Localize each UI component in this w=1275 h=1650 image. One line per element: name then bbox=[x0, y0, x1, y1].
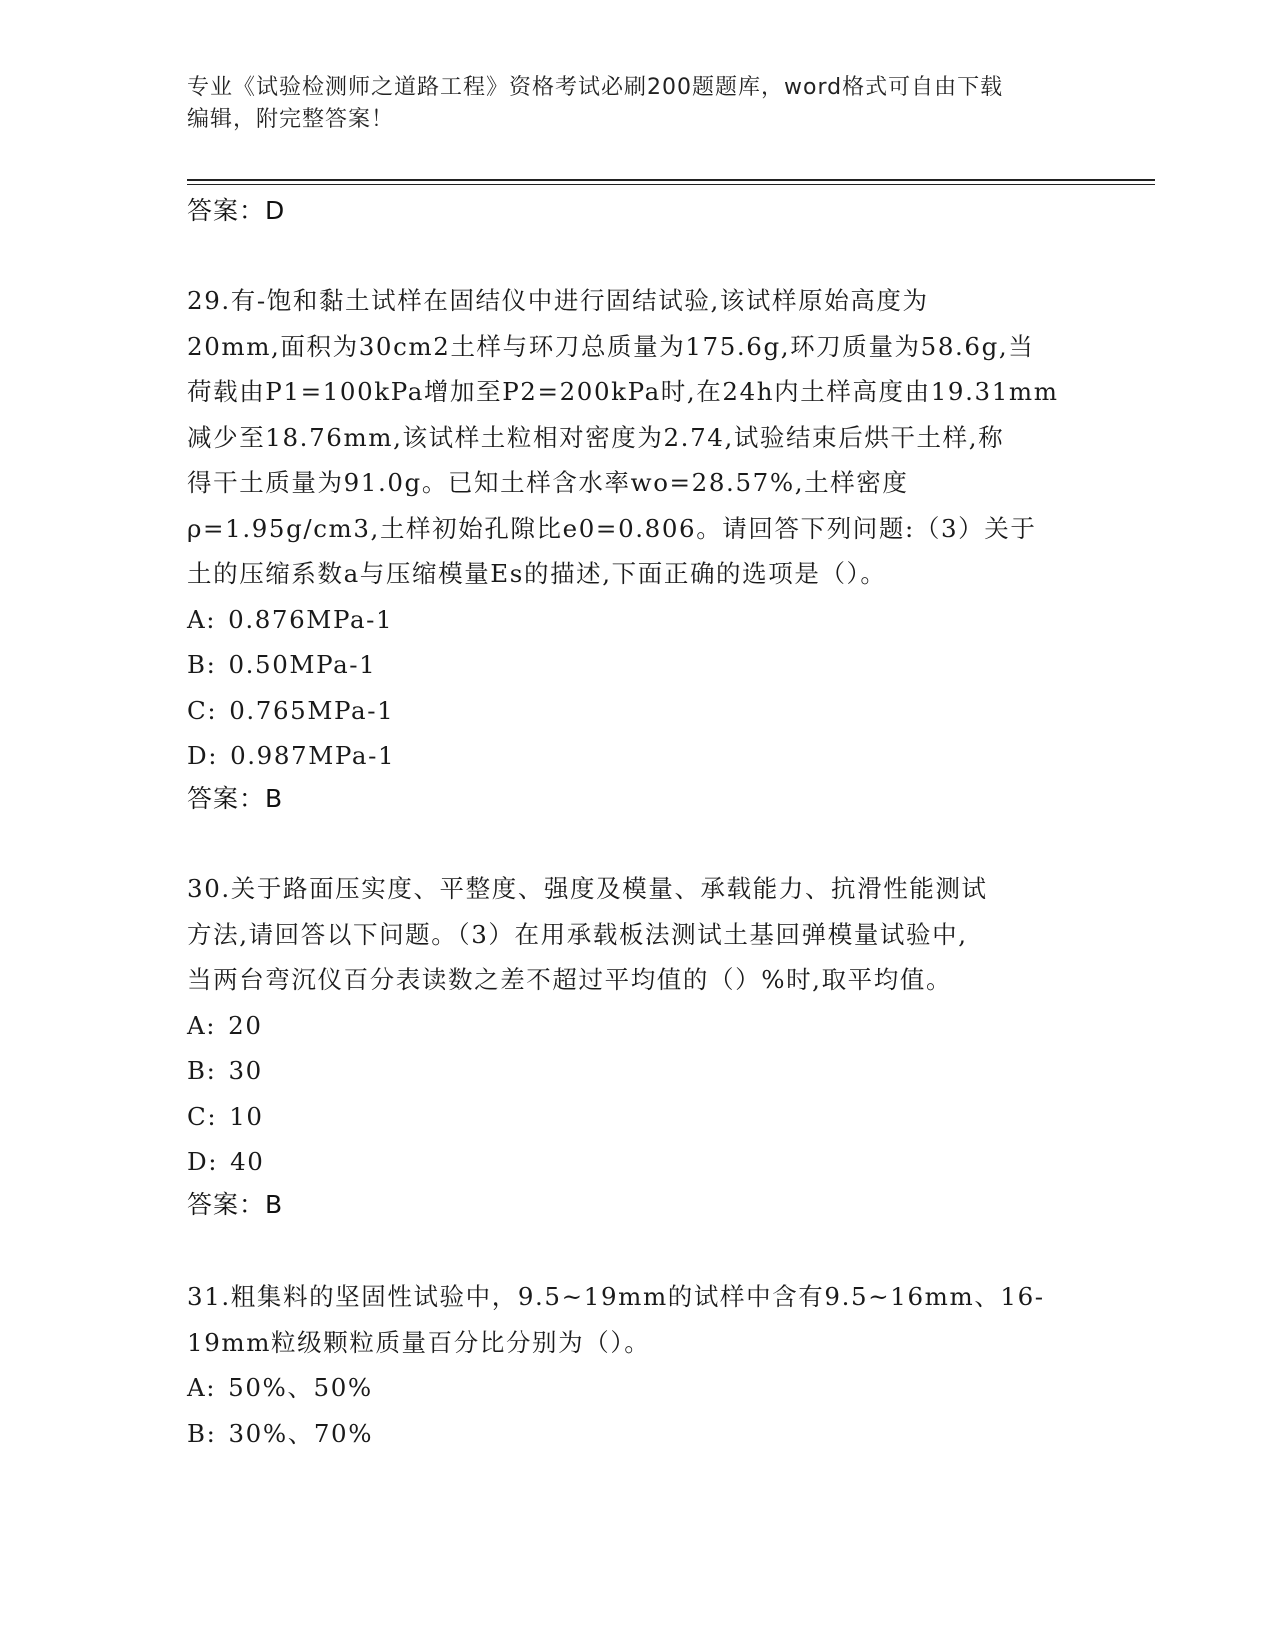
header-line-1: 专业《试验检测师之道路工程》资格考试必刷200题题库，word格式可自由下载 bbox=[187, 75, 1004, 100]
question-line: 减少至18.76mm,该试样土粒相对密度为2.74,试验结束后烘干土样,称 bbox=[187, 422, 1005, 452]
page-header bbox=[187, 72, 1087, 136]
header-rule-thick bbox=[187, 179, 1155, 181]
option-d: D: 0.987MPa-1 bbox=[187, 741, 396, 770]
option-a: A: 50%、50% bbox=[187, 1373, 373, 1402]
option-b: B: 30%、70% bbox=[187, 1418, 374, 1448]
question-29 bbox=[187, 278, 1087, 779]
header-rule-thin bbox=[187, 184, 1155, 185]
question-30 bbox=[187, 866, 1087, 1185]
header-line-2: 编辑，附完整答案！ bbox=[187, 107, 395, 132]
question-line: 20mm,面积为30cm2土样与环刀总质量为175.6g,环刀质量为58.6g,当 bbox=[187, 331, 1035, 361]
question-line: 方法,请回答以下问题。（3）在用承载板法测试土基回弹模量试验中, bbox=[187, 919, 968, 949]
option-d: D: 40 bbox=[187, 1147, 265, 1176]
answer-29: 答案：B bbox=[187, 784, 284, 813]
option-c: C: 0.765MPa-1 bbox=[187, 695, 395, 725]
question-line: 荷载由P1=100kPa增加至P2=200kPa时,在24h内土样高度由19.31mm bbox=[187, 377, 1059, 406]
question-line: 31.粗集料的坚固性试验中，9.5~19mm的试样中含有9.5~16mm、16- bbox=[187, 1282, 1045, 1311]
option-c: C: 10 bbox=[187, 1101, 264, 1131]
question-line: 得干土质量为91.0g。已知土样含水率wo=28.57%,土样密度 bbox=[187, 468, 909, 497]
question-line: 29.有-饱和黏土试样在固结仪中进行固结试验,该试样原始高度为 bbox=[187, 286, 929, 315]
question-line: 当两台弯沉仪百分表读数之差不超过平均值的（）%时,取平均值。 bbox=[187, 965, 953, 994]
prev-answer: 答案：D bbox=[187, 196, 286, 225]
option-a: A: 0.876MPa-1 bbox=[187, 604, 394, 634]
question-line: 19mm粒级颗粒质量百分比分别为（）。 bbox=[187, 1327, 651, 1357]
option-b: B: 0.50MPa-1 bbox=[187, 650, 377, 679]
question-line: ρ=1.95g/cm3,土样初始孔隙比e0=0.806。请回答下列问题:（3）关于 bbox=[187, 513, 1037, 543]
answer-30: 答案：B bbox=[187, 1190, 284, 1219]
question-line: 30.关于路面压实度、平整度、强度及模量、承载能力、抗滑性能测试 bbox=[187, 874, 988, 903]
question-31 bbox=[187, 1274, 1087, 1456]
option-a: A: 20 bbox=[187, 1010, 263, 1040]
question-line: 土的压缩系数a与压缩模量Es的描述,下面正确的选项是（）。 bbox=[187, 559, 887, 588]
option-b: B: 30 bbox=[187, 1056, 263, 1085]
